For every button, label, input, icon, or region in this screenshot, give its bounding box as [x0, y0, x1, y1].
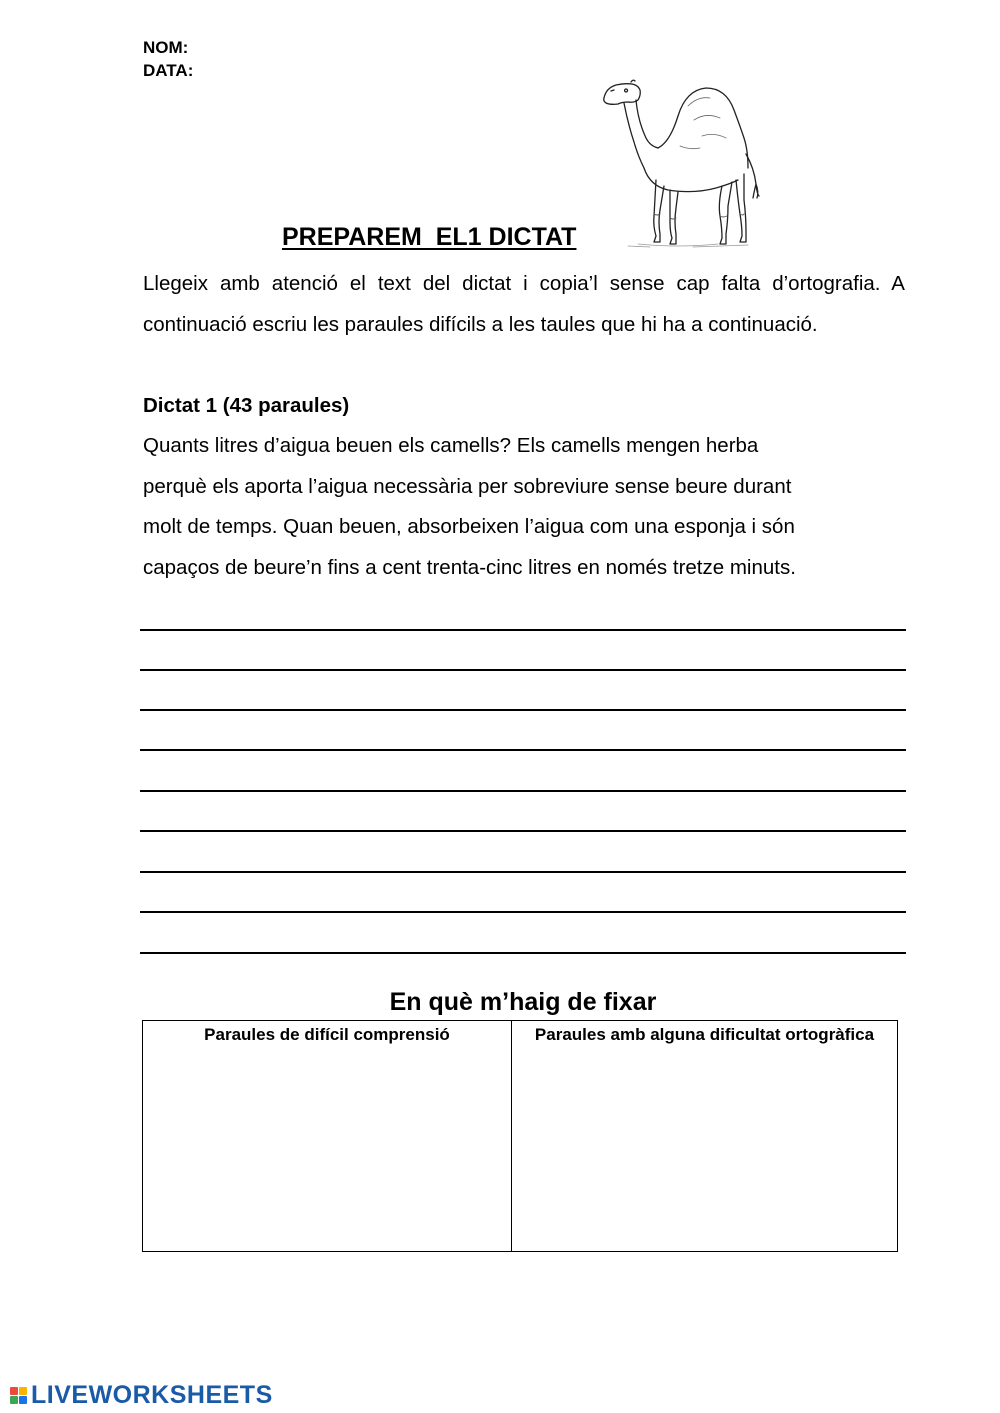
writing-line[interactable]: [140, 911, 906, 913]
dictation-line: Quants litres d’aigua beuen els camells? Els camells mengen herba: [143, 434, 759, 457]
dictation-line: capaços de beure’n fins a cent trenta-cinc litres en només tretze minuts.: [143, 555, 796, 579]
name-label: NOM:: [143, 38, 189, 57]
camel-illustration: [598, 76, 770, 252]
instructions-text: Llegeix amb atenció el text del dictat i copia’l sense cap falta d’ortografia. A continuació escriu les paraules difícils a les taules que hi ha a continuació.: [143, 272, 905, 336]
writing-line[interactable]: [140, 871, 906, 873]
column-header: Paraules de difícil comprensió: [204, 1025, 450, 1044]
writing-line[interactable]: [140, 790, 906, 792]
writing-line[interactable]: [140, 749, 906, 751]
writing-line[interactable]: [140, 830, 906, 832]
dictation-line: molt de temps. Quan beuen, absorbeixen l’aigua com una esponja i són: [143, 515, 795, 538]
logo-text: LIVEWORKSHEETS: [31, 1381, 273, 1409]
words-table: [142, 1020, 898, 1252]
logo-icon: [10, 1387, 27, 1404]
table-title: En què m’haig de fixar: [389, 988, 657, 1016]
page-title: PREPAREM EL1 DICTAT: [282, 223, 577, 251]
column-header: Paraules amb alguna dificultat ortogràfica: [534, 1025, 875, 1044]
liveworksheets-logo[interactable]: [10, 1381, 273, 1410]
date-label: DATA:: [143, 61, 194, 80]
writing-line[interactable]: [140, 952, 906, 954]
writing-line[interactable]: [140, 669, 906, 671]
spelling-difficulty-column[interactable]: [512, 1021, 897, 1251]
difficult-comprehension-column[interactable]: [143, 1021, 512, 1251]
dictation-text: [143, 426, 913, 588]
dictation-line: perquè els aporta l’aigua necessària per sobreviure sense beure durant: [143, 474, 792, 498]
dictation-heading: Dictat 1 (43 paraules): [143, 394, 350, 417]
writing-line[interactable]: [140, 709, 906, 711]
writing-line[interactable]: [140, 629, 906, 631]
